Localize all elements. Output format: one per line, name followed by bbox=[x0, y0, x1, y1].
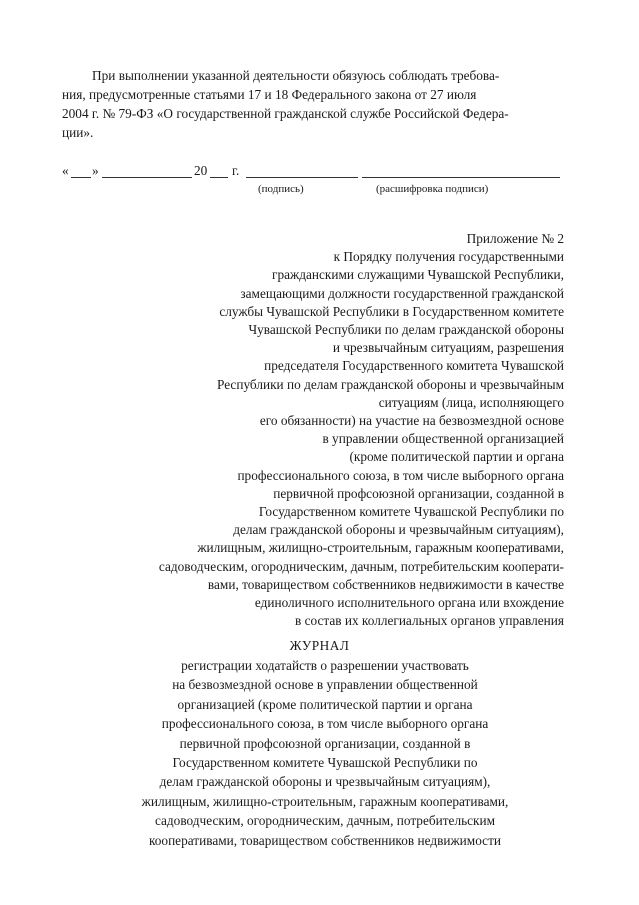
appendix-line: профессионального союза, в том числе выборного органа bbox=[237, 467, 564, 483]
appendix-line: делам гражданской обороны и чрезвычайным ситуациям), bbox=[233, 522, 564, 538]
journal-line: первичной профсоюзной организации, созданной в bbox=[179, 735, 471, 751]
year-suffix: г. bbox=[232, 163, 240, 178]
appendix-line: единоличного исполнительного органа или вхождение bbox=[254, 595, 564, 611]
quote-close: » bbox=[92, 163, 99, 178]
appendix-line: вами, товариществом собственников недвижимости в качестве bbox=[207, 576, 564, 592]
month-blank bbox=[102, 163, 192, 178]
journal-line: профессионального союза, в том числе выборного органа bbox=[161, 716, 489, 732]
appendix-line: Чувашской Республики по делам гражданской обороны bbox=[248, 322, 564, 338]
appendix-line: службы Чувашской Республики в Государственном комитете bbox=[219, 303, 564, 319]
appendix-line: Приложение № 2 bbox=[466, 231, 564, 246]
appendix-line: гражданскими служащими Чувашской Республики, bbox=[272, 267, 564, 283]
decoding-blank bbox=[362, 163, 560, 178]
appendix-line: садоводческим, огородническим, дачным, потребительским кооперати- bbox=[158, 558, 564, 574]
paragraph-line: При выполнении указанной деятельности обязуюсь соблюдать требова- bbox=[92, 68, 500, 83]
journal-subtitle bbox=[90, 656, 560, 850]
obligation-paragraph bbox=[62, 66, 562, 142]
appendix-line: к Порядку получения государственными bbox=[333, 249, 564, 265]
appendix-line: председателя Государственного комитета Чувашской bbox=[264, 358, 564, 374]
appendix-header bbox=[84, 230, 564, 630]
paragraph-line: ния, предусмотренные статьями 17 и 18 Федерального закона от 27 июля bbox=[62, 87, 477, 102]
appendix-line: первичной профсоюзной организации, созданной в bbox=[273, 485, 564, 501]
day-blank bbox=[71, 163, 91, 178]
journal-line: делам гражданской обороны и чрезвычайным ситуациям), bbox=[159, 774, 491, 790]
journal-line: регистрации ходатайств о разрешении участвовать bbox=[181, 658, 469, 673]
year-blank bbox=[210, 163, 228, 178]
signature-caption: (подпись) bbox=[258, 183, 304, 195]
paragraph-line: 2004 г. № 79-ФЗ «О государственной гражданской службе Российской Федера- bbox=[62, 106, 509, 121]
signature-date-row bbox=[62, 163, 562, 183]
journal-line: кооперативами, товариществом собственников недвижимости bbox=[148, 832, 502, 848]
journal-line: организацией (кроме политической партии и органа bbox=[177, 696, 473, 712]
journal-line: Государственном комитете Чувашской Республики по bbox=[172, 755, 478, 771]
appendix-line: в состав их коллегиальных органов управления bbox=[294, 613, 564, 629]
journal-line: садоводческим, огородническим, дачным, потребительским bbox=[154, 813, 496, 829]
paragraph-line: ции». bbox=[62, 125, 94, 140]
signature-blank bbox=[246, 163, 358, 178]
appendix-line: (кроме политической партии и органа bbox=[349, 449, 564, 465]
appendix-line: Государственном комитете Чувашской Республики по bbox=[258, 504, 564, 520]
appendix-line: замещающими должности государственной гражданской bbox=[240, 285, 564, 301]
journal-line: на безвозмездной основе в управлении общественной bbox=[172, 677, 478, 693]
quote-open: « bbox=[62, 163, 69, 178]
appendix-line: Республики по делам гражданской обороны и чрезвычайным bbox=[216, 376, 564, 392]
appendix-line: в управлении общественной организацией bbox=[322, 431, 564, 447]
journal-line: жилищным, жилищно-строительным, гаражным кооперативами, bbox=[141, 793, 509, 809]
appendix-line: его обязанности) на участие на безвозмездной основе bbox=[259, 413, 564, 429]
appendix-line: ситуациям (лица, исполняющего bbox=[378, 394, 564, 410]
year-prefix: 20 bbox=[194, 163, 208, 178]
journal-title: ЖУРНАЛ bbox=[289, 638, 350, 653]
decoding-caption: (расшифровка подписи) bbox=[376, 183, 489, 195]
appendix-line: жилищным, жилищно-строительным, гаражным кооперативами, bbox=[197, 540, 564, 556]
appendix-line: и чрезвычайным ситуациям, разрешения bbox=[332, 340, 564, 356]
